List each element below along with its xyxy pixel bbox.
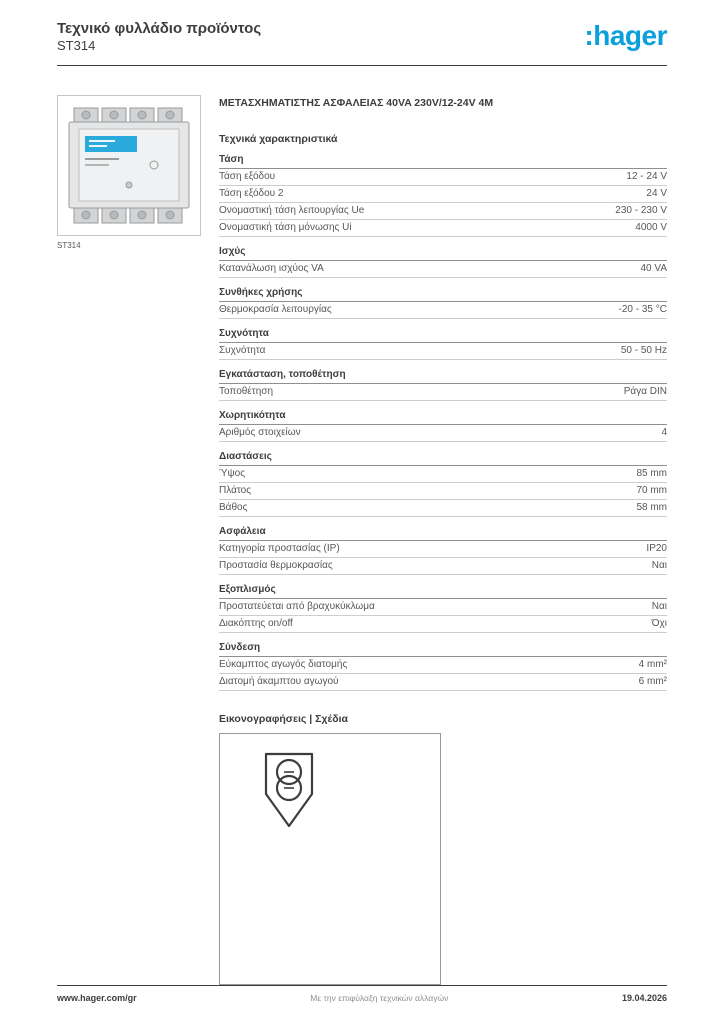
spec-section bbox=[219, 154, 667, 237]
product-reference: ST314 bbox=[57, 38, 96, 53]
spec-label: Τάση εξόδου 2 bbox=[219, 188, 284, 199]
spec-row bbox=[219, 220, 667, 237]
spec-section-title: Εγκατάσταση, τοποθέτηση bbox=[219, 369, 667, 384]
spec-section-title: Συχνότητα bbox=[219, 328, 667, 343]
spec-row bbox=[219, 466, 667, 483]
spec-value: IP20 bbox=[646, 543, 667, 554]
hager-logo: :hager bbox=[584, 20, 667, 51]
spec-value: 4000 V bbox=[635, 222, 667, 233]
spec-row bbox=[219, 169, 667, 186]
spec-row bbox=[219, 500, 667, 517]
spec-label: Βάθος bbox=[219, 502, 248, 513]
spec-label: Αριθμός στοιχείων bbox=[219, 427, 301, 438]
spec-row bbox=[219, 599, 667, 616]
spec-row bbox=[219, 483, 667, 500]
spec-row bbox=[219, 674, 667, 691]
spec-label: Κατανάλωση ισχύος VA bbox=[219, 263, 324, 274]
spec-row bbox=[219, 186, 667, 203]
spec-section bbox=[219, 328, 667, 360]
spec-label: Διατομή άκαμπτου αγωγού bbox=[219, 676, 339, 687]
product-image-caption: ST314 bbox=[57, 241, 81, 250]
spec-section bbox=[219, 369, 667, 401]
din-module-illustration bbox=[66, 105, 192, 227]
spec-value: 4 mm² bbox=[638, 659, 667, 670]
right-column bbox=[219, 95, 667, 985]
footer-website-link[interactable]: www.hager.com/gr bbox=[57, 993, 137, 1003]
spec-value: 58 mm bbox=[636, 502, 667, 513]
spec-label: Τοποθέτηση bbox=[219, 386, 274, 397]
spec-value: 50 - 50 Hz bbox=[620, 345, 667, 356]
spec-row bbox=[219, 203, 667, 220]
spec-label: Ονομαστική τάση μόνωσης Ui bbox=[219, 222, 352, 233]
spec-row bbox=[219, 261, 667, 278]
spec-value: Όχι bbox=[651, 618, 667, 629]
spec-section-title: Ισχύς bbox=[219, 246, 667, 261]
spec-section bbox=[219, 410, 667, 442]
specs-heading: Τεχνικά χαρακτηριστικά bbox=[219, 133, 338, 145]
safety-transformer-symbol-icon bbox=[258, 750, 320, 834]
spec-section bbox=[219, 287, 667, 319]
spec-value: 24 V bbox=[646, 188, 667, 199]
spec-label: Πλάτος bbox=[219, 485, 252, 496]
spec-row bbox=[219, 425, 667, 442]
spec-row bbox=[219, 657, 667, 674]
spec-value: Ναι bbox=[651, 560, 667, 571]
spec-value: 85 mm bbox=[636, 468, 667, 479]
spec-row bbox=[219, 558, 667, 575]
page-header bbox=[57, 20, 667, 66]
spec-label: Κατηγορία προστασίας (IP) bbox=[219, 543, 340, 554]
page-title: Τεχνικό φυλλάδιο προϊόντος bbox=[57, 20, 262, 37]
spec-value: 70 mm bbox=[636, 485, 667, 496]
illustration-box bbox=[219, 733, 441, 985]
page-footer bbox=[57, 985, 667, 1003]
spec-section bbox=[219, 642, 667, 691]
spec-row bbox=[219, 343, 667, 360]
main-content bbox=[57, 95, 667, 985]
spec-row bbox=[219, 302, 667, 319]
spec-label: Προστατεύεται από βραχυκύκλωμα bbox=[219, 601, 375, 612]
spec-section bbox=[219, 246, 667, 278]
spec-value: 230 - 230 V bbox=[615, 205, 667, 216]
header-titles bbox=[57, 20, 261, 55]
spec-section bbox=[219, 584, 667, 633]
spec-value: Ράγα DIN bbox=[623, 386, 667, 397]
spec-section-title: Διαστάσεις bbox=[219, 451, 667, 466]
spec-value: 12 - 24 V bbox=[626, 171, 667, 182]
spec-section-title: Συνθήκες χρήσης bbox=[219, 287, 667, 302]
spec-section-title: Τάση bbox=[219, 154, 667, 169]
spec-value: 6 mm² bbox=[638, 676, 667, 687]
product-image bbox=[57, 95, 201, 236]
product-title: ΜΕΤΑΣΧΗΜΑΤΙΣΤΗΣ ΑΣΦΑΛΕΙΑΣ 40VA 230V/12-24V 4M bbox=[219, 97, 494, 109]
left-column bbox=[57, 95, 201, 985]
spec-label: Εύκαμπτος αγωγός διατομής bbox=[219, 659, 348, 670]
spec-label: Διακόπτης on/off bbox=[219, 618, 293, 629]
spec-label: Θερμοκρασία λειτουργίας bbox=[219, 304, 332, 315]
spec-row bbox=[219, 616, 667, 633]
spec-section-title: Σύνδεση bbox=[219, 642, 667, 657]
spec-row bbox=[219, 384, 667, 401]
spec-row bbox=[219, 541, 667, 558]
spec-section-title: Ασφάλεια bbox=[219, 526, 667, 541]
footer-date: 19.04.2026 bbox=[621, 993, 667, 1003]
spec-label: Ονομαστική τάση λειτουργίας Ue bbox=[219, 205, 365, 216]
spec-section-title: Εξοπλισμός bbox=[219, 584, 667, 599]
spec-sections bbox=[219, 154, 667, 691]
spec-value: 40 VA bbox=[640, 263, 667, 274]
spec-section bbox=[219, 451, 667, 517]
spec-section bbox=[219, 526, 667, 575]
footer-disclaimer: Με την επιφύλαξη τεχνικών αλλαγών bbox=[310, 993, 449, 1003]
spec-value: -20 - 35 °C bbox=[618, 304, 667, 315]
spec-section-title: Χωρητικότητα bbox=[219, 410, 667, 425]
illustrations-heading: Εικονογραφήσεις | Σχέδια bbox=[219, 713, 348, 725]
spec-label: Προστασία θερμοκρασίας bbox=[219, 560, 333, 571]
spec-value: Ναι bbox=[651, 601, 667, 612]
spec-label: Ύψος bbox=[219, 468, 246, 479]
spec-label: Συχνότητα bbox=[219, 345, 266, 356]
spec-label: Τάση εξόδου bbox=[219, 171, 276, 182]
spec-value: 4 bbox=[661, 427, 667, 438]
